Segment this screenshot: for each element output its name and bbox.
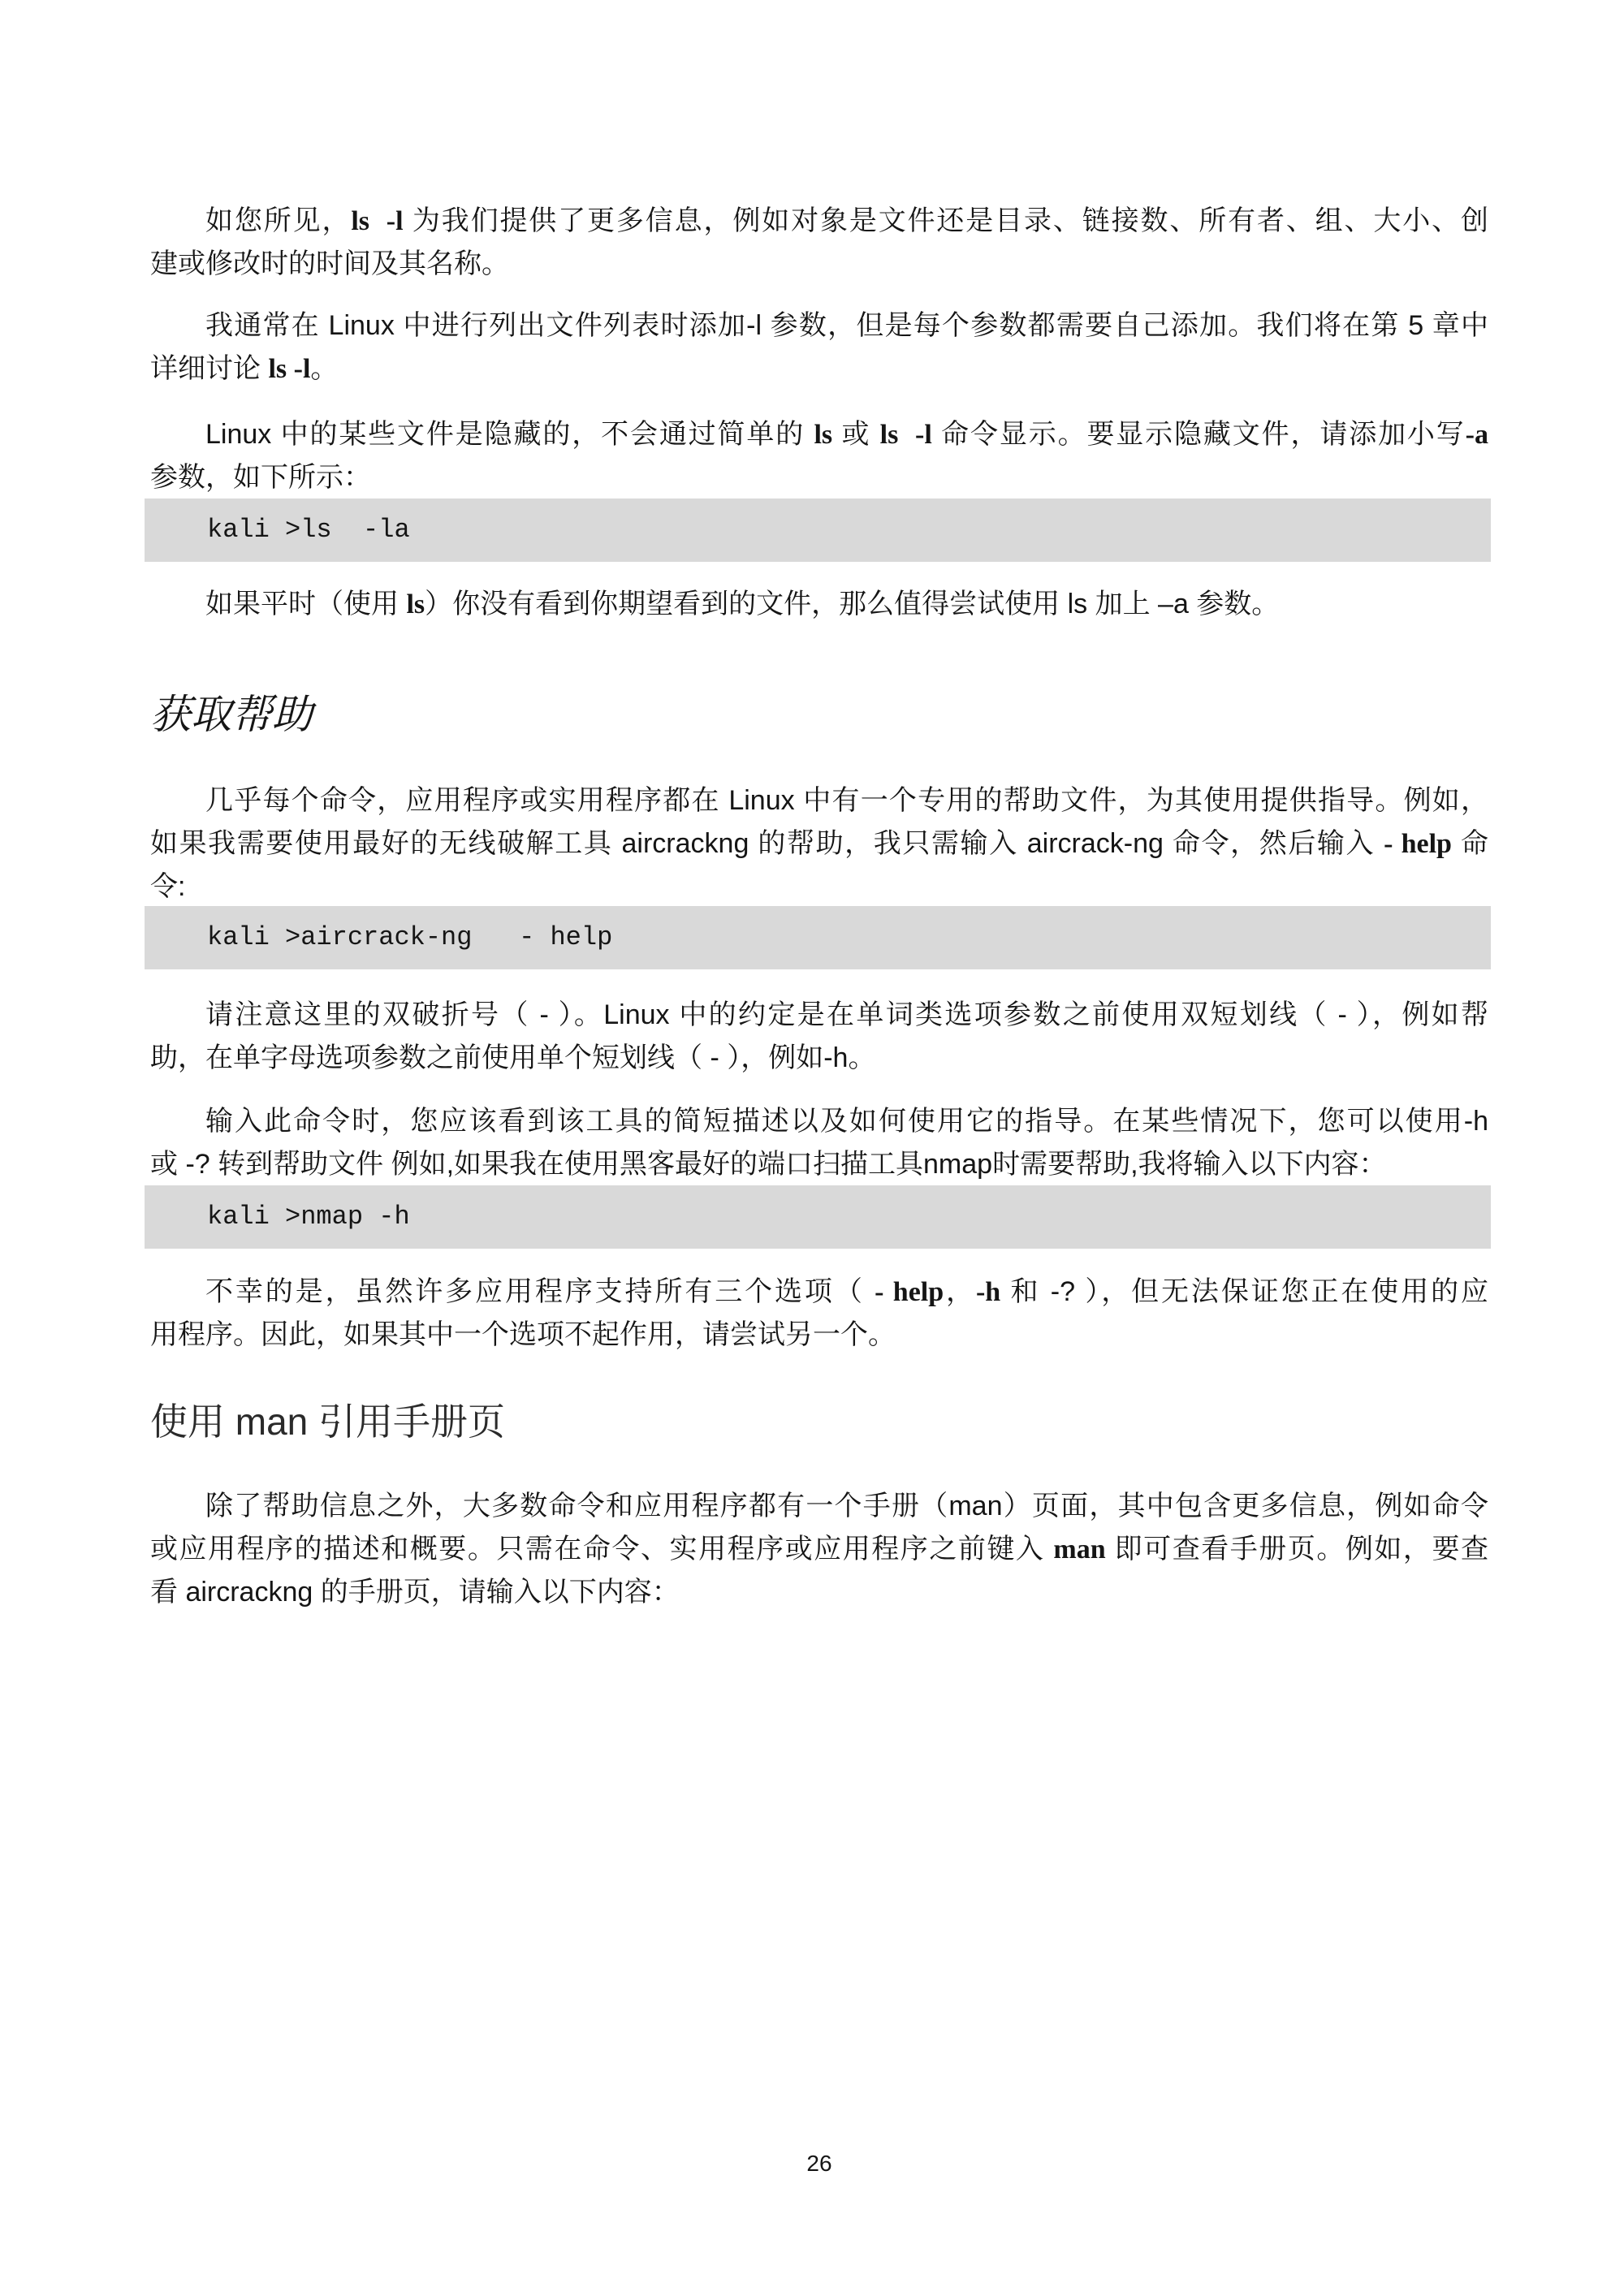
code-text: kali >ls -la [207,515,410,545]
text-run: 除了帮助信息之外，大多数命令和应用程序都有一个手册（man）页面，其中包含更多信息，例如命令 [205,1491,1488,1521]
text-run: 参数，如下所示： [150,462,371,493]
text-line [150,1037,1488,1080]
text-run: ， [944,1276,976,1307]
text-run: 请注意这里的双破折号（ - ）。Linux 中的约定是在单词类选项参数之前使用双短划线（ - ），例如帮 [205,999,1488,1030]
text-run: 看 aircrackng 的手册页，请输入以下内容： [150,1577,680,1608]
inline-command: man [1053,1534,1106,1564]
paragraph-dash-convention [150,994,1488,1080]
code-text: kali >aircrack-ng - help [207,922,613,952]
code-block [145,906,1491,969]
page-number: 26 [806,2151,832,2176]
inline-command: ls [814,420,833,450]
text-run: 用程序。因此，如果其中一个选项不起作用，请尝试另一个。 [150,1319,896,1350]
paragraph-hidden-files [150,413,1488,499]
paragraph-help-files [150,779,1488,908]
text-line [150,1528,1488,1571]
text-line [150,779,1488,822]
paragraph-nmap-help [150,1100,1488,1186]
text-line [150,1314,1488,1357]
text-run: 详细讨论 [150,353,269,384]
text-line [150,1485,1488,1528]
text-run: 不幸的是，虽然许多应用程序支持所有三个选项（ [205,1276,875,1307]
text-line [150,304,1488,347]
text-line [150,1100,1488,1143]
text-line [150,583,1488,626]
text-run: 或 -? 转到帮助文件 例如,如果我在使用黑客最好的端口扫描工具nmap时需要帮助,我将输入以下内容： [150,1149,1387,1180]
text-run: 如您所见， [205,205,352,236]
section-heading-man: 使用 man 引用手册页 [150,1400,506,1443]
text-run: 或应用程序的描述和概要。只需在命令、实用程序或应用程序之前键入 [150,1534,1054,1564]
inline-command: -a [1465,420,1488,450]
text-run: Linux 中的某些文件是隐藏的，不会通过简单的 [205,419,814,450]
paragraph-man-pages [150,1485,1488,1614]
inline-command: - help [1384,829,1452,859]
text-line [150,456,1488,499]
inline-command: ls -l [268,354,311,384]
paragraph-l-parameter [150,304,1488,391]
text-line [150,413,1488,456]
section-heading-help: 获取帮助 [150,692,313,737]
text-run: 。 [310,353,339,384]
text-run: 即可查看手册页。例如，要查 [1105,1534,1488,1564]
inline-command: ls -l [351,206,404,236]
paragraph-ls-l-output [150,200,1488,286]
text-line [150,1571,1488,1614]
text-run: 输入此命令时，您应该看到该工具的简短描述以及如何使用它的指导。在某些情况下，您可以使用-h [205,1106,1488,1137]
text-line [150,1271,1488,1314]
text-line [150,200,1488,243]
text-run: 如果平时（使用 [205,589,407,619]
text-run: 助，在单字母选项参数之前使用单个短划线（ - ），例如-h。 [150,1042,876,1073]
text-line [150,347,1488,391]
text-run: 几乎每个命令，应用程序或实用程序都在 Linux 中有一个专用的帮助文件，为其使用提供指导。例如， [205,785,1488,816]
text-line [150,243,1488,286]
text-run: 或 [832,419,880,450]
text-run: 命令显示。要显示隐藏文件，请添加小写 [931,419,1466,450]
paragraph-help-options [150,1271,1488,1357]
inline-command: ls -l [879,420,932,450]
code-text: kali >nmap -h [207,1202,410,1232]
text-run: ）你没有看到你期望看到的文件，那么值得尝试使用 ls 加上 –a 参数。 [425,589,1280,619]
text-line [150,865,1488,908]
text-line [150,1143,1488,1186]
text-run: 令: [150,871,186,902]
text-run: 如果我需要使用最好的无线破解工具 aircrackng 的帮助，我只需输入 aircrack-ng 命令，然后输入 [150,828,1384,859]
paragraph-ls-a-tip [150,583,1488,626]
text-line [150,822,1488,865]
inline-command: ls [406,589,425,619]
text-run: 为我们提供了更多信息，例如对象是文件还是目录、链接数、所有者、组、大小、创 [403,205,1489,236]
code-block [145,498,1491,562]
text-run: 命 [1451,828,1488,859]
inline-command: -h [975,1277,1001,1307]
text-line [150,994,1488,1037]
text-run: 我通常在 Linux 中进行列出文件列表时添加-l 参数，但是每个参数都需要自己添加。我们将在第 5 章中 [205,310,1488,341]
text-run: 建或修改时的时间及其名称。 [150,248,509,279]
inline-command: - help [875,1277,944,1307]
text-run: 和 -? ），但无法保证您正在使用的应 [1000,1276,1488,1307]
code-block [145,1185,1491,1249]
